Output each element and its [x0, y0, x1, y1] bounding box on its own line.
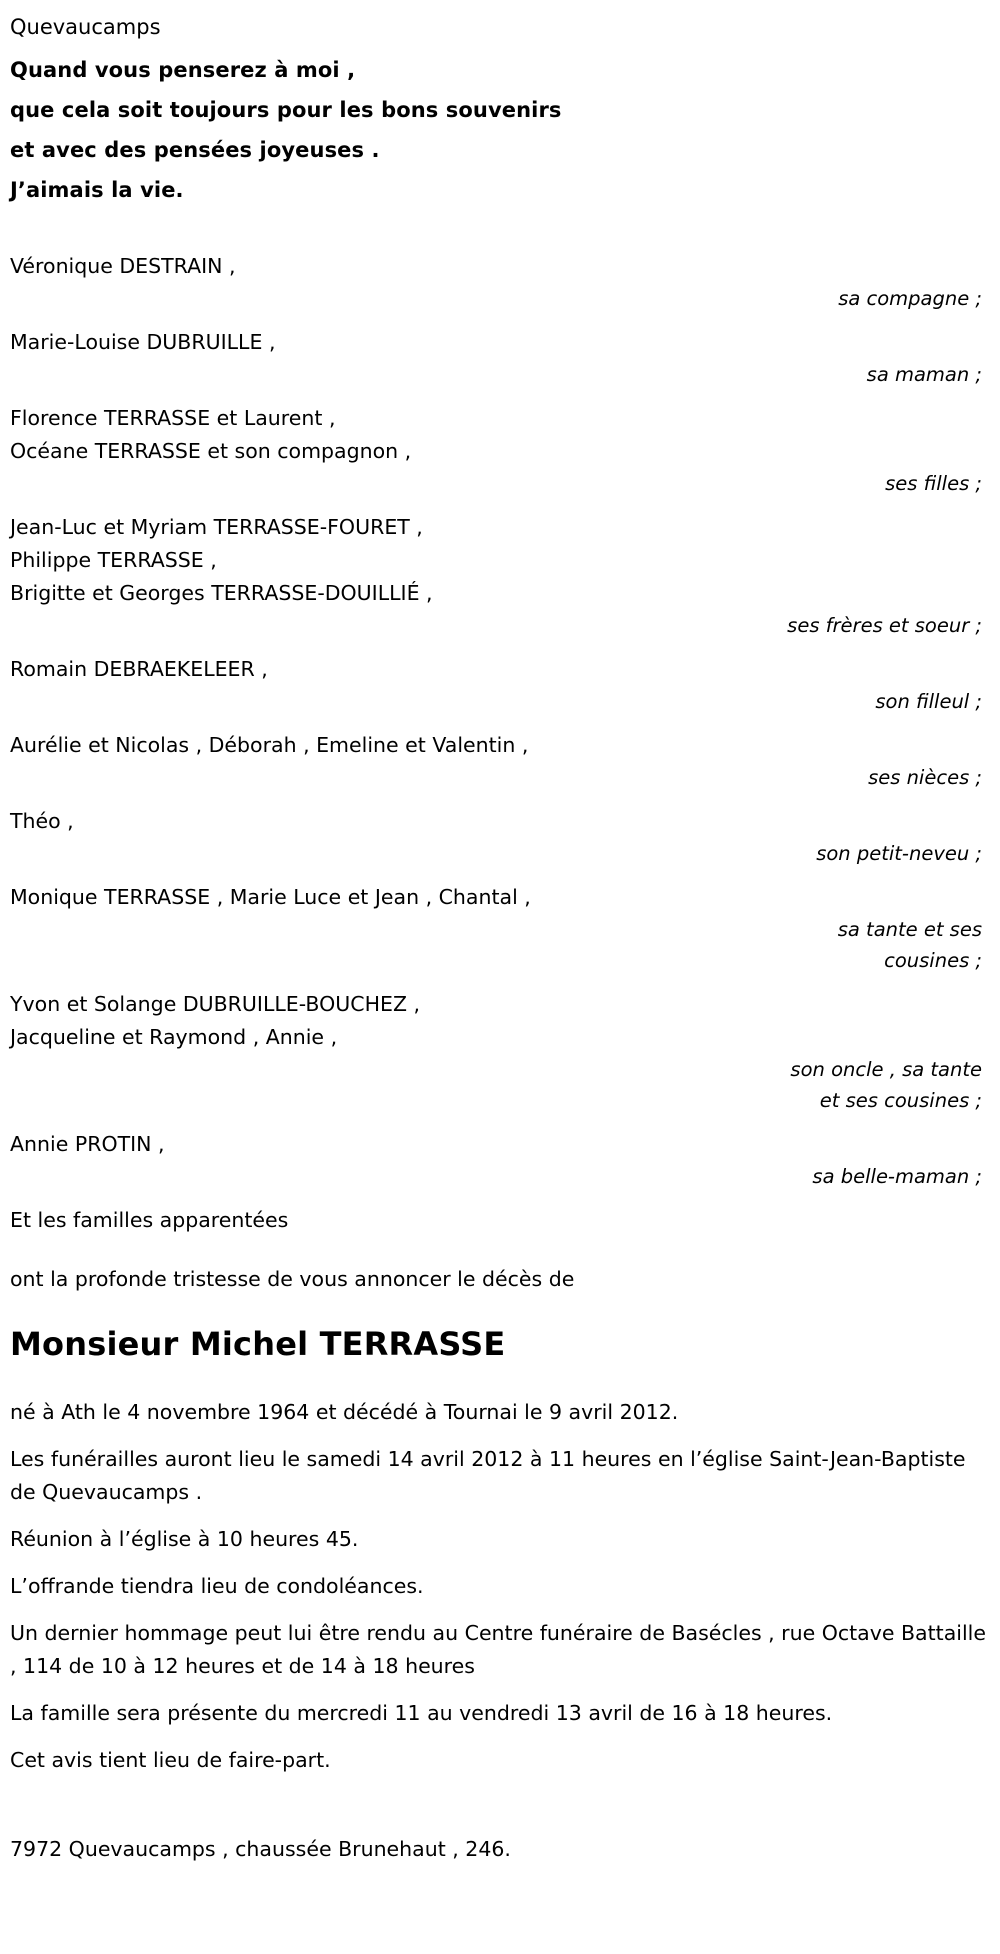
quote-line: Quand vous penserez à moi ,	[10, 58, 356, 82]
family-relation-label	[10, 283, 990, 314]
family-member-name: Philippe TERRASSE ,	[10, 548, 217, 572]
detail-paragraph: Un dernier hommage peut lui être rendu au Centre funéraire de Basécles , rue Octave Battaille , 114 de 10 à 12 heures et de 14 à 18 heures	[10, 1621, 986, 1678]
family-member-name: Théo ,	[10, 809, 74, 833]
family-relation-label	[10, 468, 990, 499]
family-names	[10, 326, 990, 359]
family-relation-label	[10, 838, 990, 869]
family-member-name: Marie-Louise DUBRUILLE ,	[10, 330, 276, 354]
family-member-name: Yvon et Solange DUBRUILLE-BOUCHEZ ,	[10, 992, 421, 1016]
deceased-name: Monsieur Michel TERRASSE	[10, 1325, 506, 1363]
family-names	[10, 250, 990, 283]
family-names	[10, 1128, 990, 1161]
family-relation-label	[10, 914, 990, 976]
family-relation-label	[10, 1054, 990, 1116]
family-member-name: Véronique DESTRAIN ,	[10, 254, 236, 278]
family-names	[10, 988, 990, 1054]
family-relation-line: sa tante et ses	[837, 918, 982, 941]
family-relation-line: sa compagne ;	[838, 287, 982, 310]
family-names	[10, 881, 990, 914]
detail-paragraph: L’offrande tiendra lieu de condoléances.	[10, 1574, 424, 1598]
family-relation-line: son petit-neveu ;	[816, 842, 982, 865]
family-member-name: Et les familles apparentées	[10, 1208, 289, 1232]
family-relation-line: sa maman ;	[866, 363, 982, 386]
family-group	[10, 729, 990, 793]
memorial-quote	[10, 50, 990, 210]
detail-paragraph: La famille sera présente du mercredi 11 au vendredi 13 avril de 16 à 18 heures.	[10, 1701, 833, 1725]
family-member-name: Monique TERRASSE , Marie Luce et Jean , Chantal ,	[10, 885, 531, 909]
family-member-name: Romain DEBRAEKELEER ,	[10, 657, 268, 681]
family-relation-label	[10, 762, 990, 793]
detail-paragraph: Cet avis tient lieu de faire-part.	[10, 1748, 331, 1772]
family-names	[10, 653, 990, 686]
family-relation-line: ses frères et soeur ;	[787, 614, 982, 637]
announcement-block	[10, 1263, 990, 1370]
family-relation-line: son filleul ;	[875, 690, 982, 713]
family-member-name: Brigitte et Georges TERRASSE-DOUILLIÉ ,	[10, 581, 433, 605]
family-relation-line: et ses cousines ;	[819, 1089, 982, 1112]
family-names	[10, 729, 990, 762]
family-member-name: Annie PROTIN ,	[10, 1132, 165, 1156]
family-member-name: Aurélie et Nicolas , Déborah , Emeline et Valentin ,	[10, 733, 529, 757]
family-member-name: Jean-Luc et Myriam TERRASSE-FOURET ,	[10, 515, 423, 539]
family-names	[10, 805, 990, 838]
family-group	[10, 881, 990, 976]
quote-line: que cela soit toujours pour les bons souvenirs	[10, 98, 562, 122]
quote-line: et avec des pensées joyeuses .	[10, 138, 380, 162]
family-names	[10, 511, 990, 610]
family-group	[10, 326, 990, 390]
family-relation-label	[10, 1161, 990, 1192]
family-group	[10, 250, 990, 314]
detail-paragraph: Les funérailles auront lieu le samedi 14 avril 2012 à 11 heures en l’église Saint-Jean-Baptiste de Quevaucamps .	[10, 1447, 966, 1504]
family-group	[10, 402, 990, 499]
announcement-intro: ont la profonde tristesse de vous annoncer le décès de	[10, 1267, 575, 1291]
family-group	[10, 1128, 990, 1192]
family-relation-line: ses nièces ;	[868, 766, 982, 789]
family-group	[10, 653, 990, 717]
family-group	[10, 988, 990, 1116]
family-relation-label	[10, 359, 990, 390]
funeral-details	[10, 1396, 990, 1777]
notice-header	[10, 8, 990, 210]
family-member-name: Florence TERRASSE et Laurent ,	[10, 406, 336, 430]
family-member-name: Océane TERRASSE et son compagnon ,	[10, 439, 412, 463]
family-relation-label	[10, 686, 990, 717]
family-names	[10, 402, 990, 468]
family-relation-line: sa belle-maman ;	[812, 1165, 982, 1188]
family-relation-label	[10, 610, 990, 641]
family-group	[10, 511, 990, 641]
family-listing	[10, 250, 990, 1237]
family-member-name: Jacqueline et Raymond , Annie ,	[10, 1025, 338, 1049]
locality-text: Quevaucamps	[10, 15, 161, 39]
quote-line: J’aimais la vie.	[10, 178, 184, 202]
family-relation-line: ses filles ;	[885, 472, 982, 495]
detail-paragraph: né à Ath le 4 novembre 1964 et décédé à Tournai le 9 avril 2012.	[10, 1400, 679, 1424]
family-group	[10, 1204, 990, 1237]
family-group	[10, 805, 990, 869]
footer-address: 7972 Quevaucamps , chaussée Brunehaut , 246.	[10, 1837, 511, 1861]
family-relation-line: son oncle , sa tante	[790, 1058, 982, 1081]
family-names	[10, 1204, 990, 1237]
family-relation-line: cousines ;	[884, 949, 982, 972]
detail-paragraph: Réunion à l’église à 10 heures 45.	[10, 1527, 359, 1551]
